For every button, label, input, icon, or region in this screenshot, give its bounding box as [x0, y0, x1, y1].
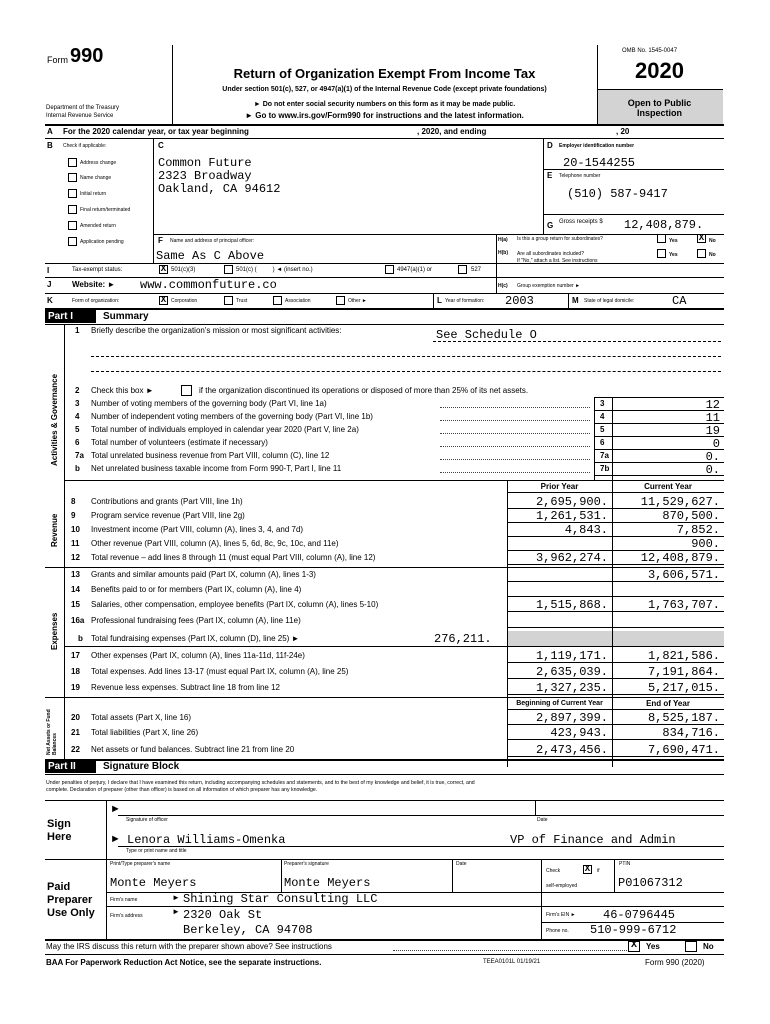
line-text: Total liabilities (Part X, line 26) [91, 728, 199, 737]
leader-dots [440, 407, 590, 408]
form-subtitle: Under section 501(c), 527, or 4947(a)(1) of the Internal Revenue Code (except private foundations) [222, 86, 547, 93]
dept-line-2: Internal Revenue Service [46, 113, 114, 119]
hb-label: H(b) [498, 250, 508, 256]
section-k-label: K [47, 296, 53, 305]
hb-text: Are all subordinates included? [517, 251, 584, 257]
line-text: Program service revenue (Part VIII, line 2g) [91, 511, 245, 520]
gov-line-text: Net unrelated business taxable income from Form 990-T, Part I, line 11 [91, 464, 342, 473]
line-text: Grants and similar amounts paid (Part IX, column (A), lines 1-3) [91, 570, 316, 579]
ha-yes-label: Yes [669, 238, 678, 244]
gov-line-num: b [75, 464, 80, 473]
omb-number: OMB No. 1545-0047 [622, 48, 678, 54]
trust-label: Trust [236, 298, 248, 304]
gross-receipts-value: 12,408,879. [624, 218, 704, 232]
paid-label: Paid [47, 881, 71, 893]
501c3-checkbox[interactable]: X [160, 264, 167, 274]
ha-no-checkbox[interactable]: X [698, 233, 705, 243]
gov-line-num: 3 [75, 399, 80, 408]
gov-line-box: 7b [600, 464, 610, 473]
section-m-label: M [572, 296, 579, 305]
prior-value: 2,473,456. [535, 743, 608, 757]
gov-line-text: Total unrelated business revenue from Part VIII, column (C), line 12 [91, 451, 330, 460]
website-value[interactable]: www.commonfuture.co [140, 278, 277, 292]
other-checkbox[interactable] [336, 296, 345, 305]
legal-domicile-value: CA [672, 294, 687, 308]
prior-value: 3,962,274. [535, 551, 608, 565]
form-of-org-title: Form of organization: [72, 298, 120, 304]
discuss-no-checkbox[interactable] [685, 941, 697, 952]
gov-line-box: 3 [600, 399, 605, 408]
current-value: 11,529,627. [640, 495, 720, 509]
line-num: 20 [71, 713, 80, 722]
preparer-phone: 510-999-6712 [590, 923, 677, 937]
line-text: Net assets or fund balances. Subtract line 21 from line 20 [91, 745, 295, 754]
firm-name-arrow: ► [172, 893, 180, 902]
final-return-label: Final return/terminated [80, 207, 131, 213]
self-employed-label: self-employed [546, 883, 578, 889]
name-change-label: Name change [80, 175, 112, 181]
line-num: 18 [71, 667, 80, 676]
gov-line-box: 4 [600, 412, 605, 421]
firm-name: Shining Star Consulting LLC [183, 892, 378, 906]
part-2-label: Part II [45, 760, 96, 773]
gov-line-text: Number of voting members of the governing body (Part VI, line 1a) [91, 399, 327, 408]
discuss-yes-label: Yes [646, 942, 660, 951]
col-end-year: End of Year [646, 699, 690, 708]
phone-title: Telephone number [559, 173, 601, 179]
gov-line-value: 0. [705, 463, 720, 477]
side-expenses: Expenses [50, 612, 59, 650]
prior-value: 2,695,900. [535, 495, 608, 509]
prior-value: 1,119,171. [535, 649, 608, 663]
line-num: 22 [71, 745, 80, 754]
line-text: Other revenue (Part VIII, column (A), lines 5, 6d, 8c, 9c, 10c, and 11e) [91, 539, 339, 548]
dept-line-1: Department of the Treasury [46, 105, 120, 111]
prior-value: 1,261,531. [535, 509, 608, 523]
current-value: 1,821,586. [647, 649, 720, 663]
use-only-label: Use Only [47, 907, 95, 919]
current-value: 7,690,471. [647, 743, 720, 757]
discuss-yes-checkbox[interactable]: X [628, 941, 640, 952]
ptin-value: P01067312 [618, 876, 683, 890]
address-change-checkbox[interactable] [68, 158, 77, 167]
org-address-1: 2323 Broadway [158, 169, 252, 183]
officer-title: VP of Finance and Admin [510, 833, 676, 847]
line-a-end: , 20 [616, 127, 630, 136]
line-num: 19 [71, 683, 80, 692]
section-f-label: F [158, 236, 163, 245]
527-label: 527 [471, 267, 482, 273]
corporation-checkbox[interactable]: X [160, 295, 167, 305]
form-title: Return of Organization Exempt From Income Tax [233, 66, 536, 81]
print-name-label: Print/Type preparer's name [110, 861, 171, 867]
line-2-num: 2 [75, 386, 80, 395]
principal-officer-title: Name and address of principal officer: [170, 238, 255, 244]
discuss-question: May the IRS discuss this return with the preparer shown above? See instructions [46, 942, 332, 951]
gov-line-text: Total number of individuals employed in calendar year 2020 (Part V, line 2a) [91, 425, 359, 434]
trust-checkbox[interactable] [224, 296, 233, 305]
line-16b-text: Total fundraising expenses (Part IX, column (D), line 25) ► [91, 634, 300, 643]
firm-ein-label: Firm's EIN ► [546, 912, 576, 918]
hc-text: Group exemption number ► [517, 283, 581, 289]
amended-return-label: Amended return [80, 223, 116, 229]
line-16b-value: 276,211. [434, 632, 492, 646]
firm-address-arrow: ► [172, 907, 180, 916]
inspection: Inspection [636, 108, 682, 118]
line-2-text-b: if the organization discontinued its operations or disposed of more than 25% of its net assets. [199, 386, 529, 395]
gov-line-box: 6 [600, 438, 605, 447]
preparer-label: Preparer [47, 894, 93, 906]
corporation-label: Corporation [171, 298, 198, 304]
current-value: 834,716. [662, 726, 720, 740]
gov-line-num: 7a [75, 451, 84, 460]
line-2-text-a: Check this box ► [91, 386, 154, 395]
officer-signature-label: Signature of officer [126, 817, 168, 823]
ha-no-label: No [709, 238, 716, 244]
gov-line-value: 0 [712, 437, 720, 451]
prior-value: 1,327,235. [535, 681, 608, 695]
form-code: TEEA0101L 01/19/21 [483, 959, 541, 965]
discontinued-checkbox[interactable] [181, 385, 192, 396]
line-text: Contributions and grants (Part VIII, line 1h) [91, 497, 243, 506]
527-checkbox[interactable] [458, 265, 467, 274]
line-text: Revenue less expenses. Subtract line 18 from line 12 [91, 683, 280, 692]
firm-name-label: Firm's name [110, 897, 138, 903]
leader-dots [440, 472, 590, 473]
current-value: 900. [691, 537, 720, 551]
gov-line-value: 11 [705, 411, 720, 425]
ha-text: Is this a group return for subordinates? [517, 236, 603, 242]
line-text: Investment income (Part VIII, column (A), lines 3, 4, and 7d) [91, 525, 304, 534]
hb-yes-label: Yes [669, 252, 678, 258]
line-text: Benefits paid to or for members (Part IX, column (A), line 4) [91, 585, 302, 594]
firm-address-label: Firm's address [110, 913, 143, 919]
preparer-name: Monte Meyers [110, 876, 197, 890]
prior-value: 2,897,399. [535, 711, 608, 725]
year-formation-value: 2003 [505, 294, 534, 308]
ha-yes-checkbox[interactable] [657, 234, 666, 243]
line-a-text: For the 2020 calendar year, or tax year beginning [63, 127, 249, 136]
gov-line-value: 12 [705, 398, 720, 412]
gov-line-num: 4 [75, 412, 80, 421]
section-e-label: E [547, 171, 553, 180]
phone-no-label: Phone no. [546, 928, 569, 934]
prior-value: 1,515,868. [535, 598, 608, 612]
tax-exempt-title: Tax-exempt status: [72, 267, 123, 273]
section-j-label: J [47, 280, 52, 289]
self-employed-checkbox[interactable]: X [584, 864, 591, 874]
line-num: 13 [71, 570, 80, 579]
application-pending-checkbox[interactable] [68, 237, 77, 246]
current-value: 5,217,015. [647, 681, 720, 695]
instructions-notice[interactable]: ► Go to www.irs.gov/Form990 for instructions and the latest information. [245, 111, 524, 120]
line-text: Total assets (Part X, line 16) [91, 713, 192, 722]
firm-ein: 46-0796445 [603, 908, 676, 922]
tax-year: 2020 [635, 58, 684, 83]
website-title: Website: ► [72, 280, 116, 289]
gov-line-text: Number of independent voting members of the governing body (Part VI, line 1b) [91, 412, 373, 421]
phone-value: (510) 587-9417 [567, 187, 668, 201]
check-label: Check [546, 868, 561, 874]
side-net-assets: Net Assets or Fund Balances [46, 709, 58, 755]
type-print-label: Type or print name and title [126, 848, 187, 854]
officer-date-label: Date [537, 817, 548, 823]
amended-return-checkbox[interactable] [68, 221, 77, 230]
application-pending-label: Application pending [80, 239, 124, 245]
current-value: 7,852. [676, 523, 720, 537]
current-value: 3,606,571. [647, 568, 720, 582]
discuss-no-label: No [703, 942, 714, 951]
col-begin-year: Beginning of Current Year [516, 700, 603, 707]
hc-label: H(c) [498, 283, 508, 289]
section-i-label: I [47, 266, 50, 275]
line-num: 15 [71, 600, 80, 609]
line-1-num: 1 [75, 326, 80, 335]
leader-dots [440, 420, 590, 421]
if-label: if [597, 868, 600, 874]
sign-label: Sign [47, 818, 71, 830]
line-1-value: See Schedule O [436, 328, 537, 342]
hb-no-label: No [709, 252, 716, 258]
col-current-year: Current Year [644, 482, 692, 491]
side-activities: Activities & Governance [50, 373, 59, 466]
legal-domicile-title: State of legal domicile: [584, 298, 635, 304]
gov-line-box: 7a [600, 451, 609, 460]
hb-no-checkbox[interactable] [697, 249, 706, 258]
prior-value: 2,635,039. [535, 665, 608, 679]
gov-line-box: 5 [600, 425, 605, 434]
association-label: Association [285, 298, 311, 304]
line-num: 14 [71, 585, 80, 594]
side-revenue: Revenue [50, 513, 59, 547]
sign-arrow-2: ► [110, 833, 121, 845]
penalty-line-1: Under penalties of perjury, I declare that I have examined this return, including accompanying schedules and statements, and to the best of my knowledge and belief, it is true, correct, and [46, 780, 475, 786]
sign-arrow-1: ► [110, 803, 121, 815]
leader-dots [440, 433, 590, 434]
line-num: 8 [71, 497, 76, 506]
other-label: Other ► [348, 298, 367, 304]
principal-officer-value: Same As C Above [156, 249, 265, 263]
part-1-label: Part I [45, 310, 96, 323]
final-return-checkbox[interactable] [68, 205, 77, 214]
org-name: Common Future [158, 156, 252, 170]
officer-name: Lenora Williams-Omenka [127, 833, 286, 847]
ssn-notice: ► Do not enter social security numbers on this form as it may be made public. [253, 101, 516, 108]
leader-dots [440, 459, 590, 460]
line-num: 10 [71, 525, 80, 534]
address-change-label: Address change [80, 160, 117, 166]
line-text: Professional fundraising fees (Part IX, column (A), line 11e) [91, 616, 301, 625]
ein-value: 20-1544255 [563, 156, 636, 170]
footer-form-label: Form 990 (2020) [645, 958, 705, 967]
current-value: 870,500. [662, 509, 720, 523]
form-number: 990 [70, 45, 104, 67]
4947-checkbox[interactable] [385, 265, 394, 274]
ptin-label: PTIN [619, 861, 631, 867]
gov-line-value: 0. [705, 450, 720, 464]
line-text: Total expenses. Add lines 13-17 (must equal Part IX, column (A), line 25) [91, 667, 349, 676]
line-num: 16a [71, 616, 85, 625]
line-num: 21 [71, 728, 80, 737]
prior-value: 423,943. [550, 726, 608, 740]
preparer-date-label: Date [456, 861, 467, 867]
section-c-label: C [158, 141, 164, 150]
current-value: 12,408,879. [640, 551, 720, 565]
line-num: 12 [71, 553, 80, 562]
gov-line-num: 5 [75, 425, 80, 434]
open-to-public: Open to Public [627, 98, 692, 108]
line-1-text: Briefly describe the organization's mission or most significant activities: [91, 326, 342, 335]
form-label: Form [47, 55, 68, 65]
current-value: 1,763,707. [647, 598, 720, 612]
ein-title: Employer identification number [559, 143, 635, 149]
initial-return-label: Initial return [80, 191, 107, 197]
firm-address-2: Berkeley, CA 94708 [183, 923, 313, 937]
line-text: Total revenue – add lines 8 through 11 (must equal Part VIII, column (A), line 12) [91, 553, 376, 562]
gov-line-text: Total number of volunteers (estimate if necessary) [91, 438, 268, 447]
line-a-label: A [47, 127, 53, 136]
gov-line-value: 19 [705, 424, 720, 438]
baa-notice: BAA For Paperwork Reduction Act Notice, see the separate instructions. [46, 958, 322, 967]
gov-line-num: 6 [75, 438, 80, 447]
501c-label: 501(c) ( ) ◄ (insert no.) [236, 267, 313, 273]
section-g-label: G [547, 221, 554, 230]
name-change-checkbox[interactable] [68, 173, 77, 182]
4947-label: 4947(a)(1) or [397, 267, 433, 273]
penalty-line-2: complete. Declaration of preparer (other than officer) is based on all information of which preparer has any knowledge. [46, 787, 318, 793]
line-num: 9 [71, 511, 76, 520]
501c-checkbox[interactable] [224, 265, 233, 274]
here-label: Here [47, 831, 72, 843]
leader-dots [440, 446, 590, 447]
section-d-label: D [547, 141, 553, 150]
current-value: 8,525,187. [647, 711, 720, 725]
year-formation-title: Year of formation: [445, 298, 485, 304]
line-a-mid: , 2020, and ending [417, 127, 487, 136]
hb-note: If "No," attach a list. See instructions [517, 258, 598, 264]
section-b-label: B [47, 141, 53, 150]
line-num: 11 [71, 539, 80, 548]
preparer-sig-label: Preparer's signature [284, 861, 329, 867]
preparer-signature: Monte Meyers [284, 876, 371, 890]
initial-return-checkbox[interactable] [68, 189, 77, 198]
line-16b-num: b [78, 634, 83, 643]
current-value: 7,191,864. [647, 665, 720, 679]
part-1-title: Summary [103, 311, 149, 322]
section-l-label: L [437, 296, 442, 305]
line-text: Other expenses (Part IX, column (A), lines 11a-11d, 11f-24e) [91, 651, 305, 660]
firm-address-1: 2320 Oak St [183, 908, 263, 922]
prior-value: 4,843. [564, 523, 608, 537]
ha-label: H(a) [498, 237, 508, 243]
association-checkbox[interactable] [273, 296, 282, 305]
501c3-label: 501(c)(3) [171, 267, 196, 273]
hb-yes-checkbox[interactable] [657, 249, 666, 258]
part-2-title: Signature Block [103, 761, 180, 772]
line-text: Salaries, other compensation, employee benefits (Part IX, column (A), lines 5-10) [91, 600, 379, 609]
col-prior-year: Prior Year [540, 482, 579, 491]
line-num: 17 [71, 651, 80, 660]
gross-receipts-title: Gross receipts $ [559, 219, 603, 225]
org-address-2: Oakland, CA 94612 [158, 182, 281, 196]
check-if-applicable: Check if applicable: [63, 143, 107, 149]
